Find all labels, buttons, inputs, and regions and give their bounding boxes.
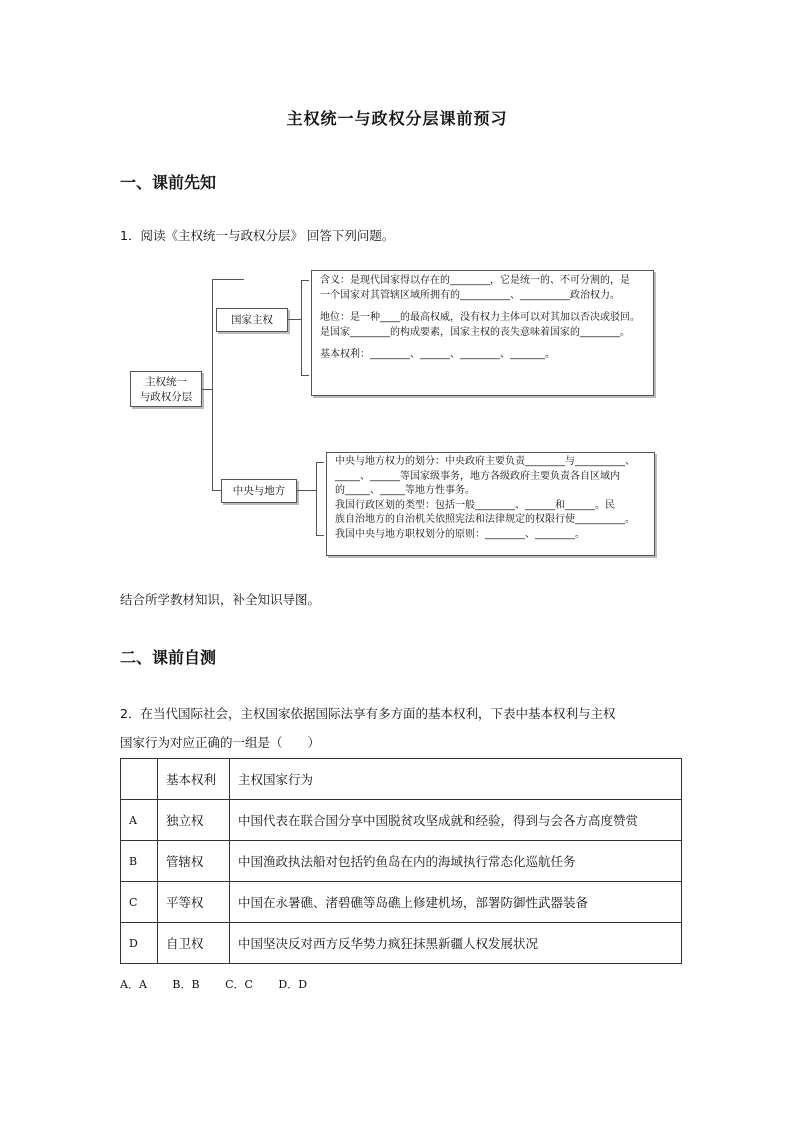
table-row xyxy=(121,841,682,882)
central-local-line: 我国中央与地方职权划分的原则：________、________。 xyxy=(335,528,585,540)
central-local-line: 中央与地方权力的划分：中央政府主要负责________与__________、 xyxy=(335,456,635,467)
section-heading-2: 二、课前自测 xyxy=(120,648,217,667)
question-2-line-1: 2．在当代国际社会，主权国家依据国际法享有多方面的基本权利，下表中基本权利与主权 xyxy=(120,706,616,721)
branch-node-central-local xyxy=(221,479,297,503)
sovereignty-line: 基本权利：________、______、________、_______。 xyxy=(320,349,555,360)
state-action: 中国在永暑礁、渚碧礁等岛礁上修建机场，部署防御性武器装备 xyxy=(230,882,682,923)
table-header-cell: 主权国家行为 xyxy=(230,759,682,800)
right-name: 独立权 xyxy=(158,800,230,841)
option-letter: D xyxy=(121,923,158,964)
table-row xyxy=(121,923,682,964)
sovereignty-details-box xyxy=(311,270,654,396)
table-header-row xyxy=(121,759,682,800)
root-label-line-1: 主权统一 xyxy=(145,376,187,388)
right-name: 管辖权 xyxy=(158,841,230,882)
question-1-text: 1．阅读《主权统一与政权分层》 回答下列问题。 xyxy=(120,228,395,243)
sovereignty-line: 是国家________的构成要素，国家主权的丧失意味着国家的________。 xyxy=(320,326,630,338)
answer-option-c[interactable]: C．C xyxy=(225,978,253,991)
central-local-line: _____、______等国家级事务，地方各级政府主要负责各自区域内 xyxy=(335,470,620,482)
mindmap-root-node xyxy=(130,371,202,407)
table-header-cell xyxy=(121,759,158,800)
sovereignty-line: 地位：是一种____的最高权威，没有权力主体可以对其加以否决或驳回。 xyxy=(320,312,640,323)
table-header-cell: 基本权利 xyxy=(158,759,230,800)
table-row xyxy=(121,882,682,923)
mindmap-instruction: 结合所学教材知识，补全知识导图。 xyxy=(120,592,321,607)
central-local-line: 我国行政区划的类型：包括一般________、______和______。民 xyxy=(335,499,615,511)
state-action: 中国坚决反对西方反华势力疯狂抹黑新疆人权发展状况 xyxy=(230,923,682,964)
branch-label-central-local: 中央与地方 xyxy=(232,485,286,497)
central-local-line: 族自治地方的自治机关依照宪法和法律规定的权限行使__________。 xyxy=(335,514,635,525)
answer-option-b[interactable]: B．B xyxy=(172,978,200,991)
right-name: 平等权 xyxy=(158,882,230,923)
question-2-line-2: 国家行为对应正确的一组是（ ） xyxy=(120,735,321,750)
state-action: 中国代表在联合国分享中国脱贫攻坚成就和经验，得到与会各方高度赞赏 xyxy=(230,800,682,841)
central-local-line: 的_____、_____等地方性事务。 xyxy=(335,485,475,496)
section-heading-1: 一、课前先知 xyxy=(120,173,217,192)
branch-label-sovereignty: 国家主权 xyxy=(231,314,273,326)
right-name: 自卫权 xyxy=(158,923,230,964)
sovereignty-line: 含义：是现代国家得以存在的________，它是统一的、不可分割的，是 xyxy=(320,275,630,286)
answer-options xyxy=(120,976,327,992)
option-letter: A xyxy=(121,800,158,841)
option-letter: B xyxy=(121,841,158,882)
central-local-details-box xyxy=(326,452,655,556)
rights-table xyxy=(120,758,682,964)
root-label-line-2: 与政权分层 xyxy=(139,391,193,403)
answer-option-d[interactable]: D．D xyxy=(278,978,308,991)
option-letter: C xyxy=(121,882,158,923)
table-row xyxy=(121,800,682,841)
answer-option-a[interactable]: A．A xyxy=(120,978,147,991)
branch-node-sovereignty xyxy=(216,308,288,332)
sovereignty-line: 一个国家对其管辖区域所拥有的__________、__________政治权力。 xyxy=(320,289,620,301)
state-action: 中国渔政执法船对包括钓鱼岛在内的海域执行常态化巡航任务 xyxy=(230,841,682,882)
page-title: 主权统一与政权分层课前预习 xyxy=(286,109,508,128)
